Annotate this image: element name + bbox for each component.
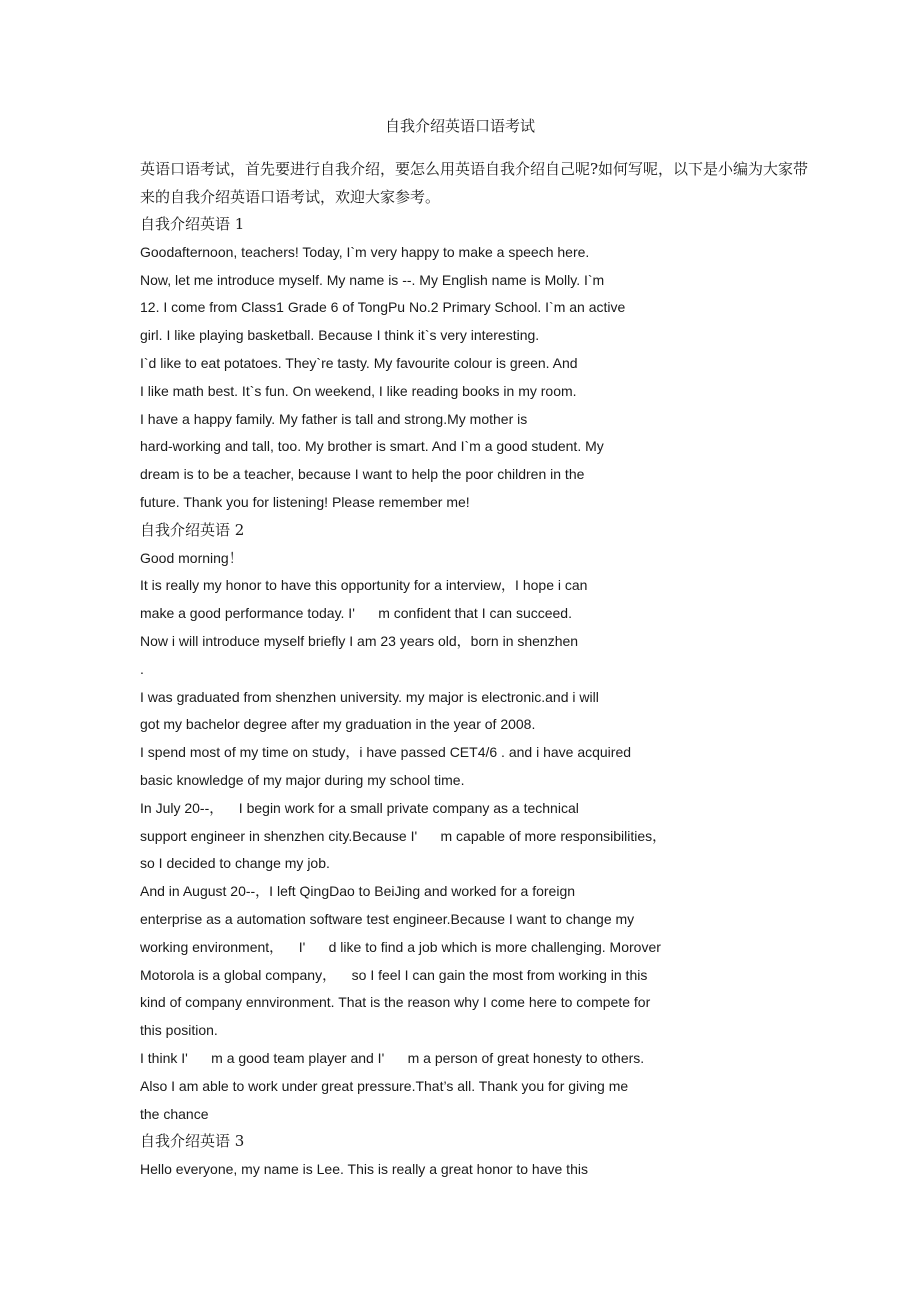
- body-line: Now, let me introduce myself. My name is --. My English name is Molly. I`m: [140, 271, 605, 288]
- body-line: I`d like to eat potatoes. They`re tasty. My favourite colour is green. And: [140, 354, 578, 371]
- body-line: In July 20--， I begin work for a small private company as a technical: [140, 799, 579, 816]
- body-line: Now i will introduce myself briefly I am 23 years old，born in shenzhen: [140, 632, 579, 649]
- intro-paragraph: 英语口语考试，首先要进行自我介绍，要怎么用英语自我介绍自己呢?如何写呢，以下是小编为大家带来的自我介绍英语口语考试，欢迎大家参考。: [140, 160, 809, 206]
- body-line: Goodafternoon, teachers! Today, I`m very happy to make a speech here.: [140, 243, 590, 260]
- body-line: this position.: [140, 1022, 218, 1039]
- document-title: 自我介绍英语口语考试: [384, 117, 535, 135]
- section-heading: 自我介绍英语 1: [140, 215, 245, 233]
- body-line: 12. I come from Class1 Grade 6 of TongPu No.2 Primary School. I`m an active: [140, 299, 626, 316]
- body-line: Motorola is a global company， so I feel I can gain the most from working in this: [140, 966, 648, 983]
- body-line: girl. I like playing basketball. Because I think it`s very interesting.: [140, 327, 540, 344]
- body-line: I think I' m a good team player and I' m a person of great honesty to others.: [140, 1049, 645, 1066]
- body-line: .: [140, 660, 144, 677]
- body-line: got my bachelor degree after my graduation in the year of 2008.: [140, 716, 536, 733]
- body-line: Also I am able to work under great pressure.That’s all. Thank you for giving me: [140, 1077, 629, 1094]
- section-heading: 自我介绍英语 2: [140, 520, 245, 539]
- body-line: hard-working and tall, too. My brother is smart. And I`m a good student. My: [140, 438, 604, 455]
- body-line: working environment， I' d like to find a job which is more challenging. Morover: [140, 938, 661, 955]
- body-line: I was graduated from shenzhen university. my major is electronic.and i will: [140, 688, 599, 705]
- body-line: I spend most of my time on study，i have passed CET4/6 . and i have acquired: [140, 744, 632, 761]
- body-line: basic knowledge of my major during my school time.: [140, 771, 465, 788]
- body-line: It is really my honor to have this opportunity for a interview，I hope i can: [140, 577, 588, 594]
- body-line: so I decided to change my job.: [140, 855, 330, 872]
- body-line: Hello everyone, my name is Lee. This is really a great honor to have this: [140, 1161, 588, 1178]
- body-text: [140, 211, 800, 1184]
- body-line: enterprise as a automation software test engineer.Because I want to change my: [140, 910, 635, 927]
- section-heading: 自我介绍英语 3: [140, 1132, 245, 1151]
- body-line: the chance: [140, 1105, 209, 1122]
- body-line: And in August 20--，I left QingDao to BeiJing and worked for a foreign: [140, 883, 576, 900]
- body-line: Good morning！: [140, 549, 243, 566]
- body-line: I like math best. It`s fun. On weekend, I like reading books in my room.: [140, 382, 577, 399]
- body-line: future. Thank you for listening! Please remember me!: [140, 493, 470, 510]
- body-line: support engineer in shenzhen city.Because I' m capable of more responsibilities，: [140, 827, 667, 844]
- body-line: kind of company ennvironment. That is the reason why I come here to compete for: [140, 994, 651, 1011]
- body-line: make a good performance today. I' m confident that I can succeed.: [140, 605, 572, 622]
- body-line: I have a happy family. My father is tall and strong.My mother is: [140, 410, 528, 427]
- body-line: dream is to be a teacher, because I want to help the poor children in the: [140, 466, 585, 483]
